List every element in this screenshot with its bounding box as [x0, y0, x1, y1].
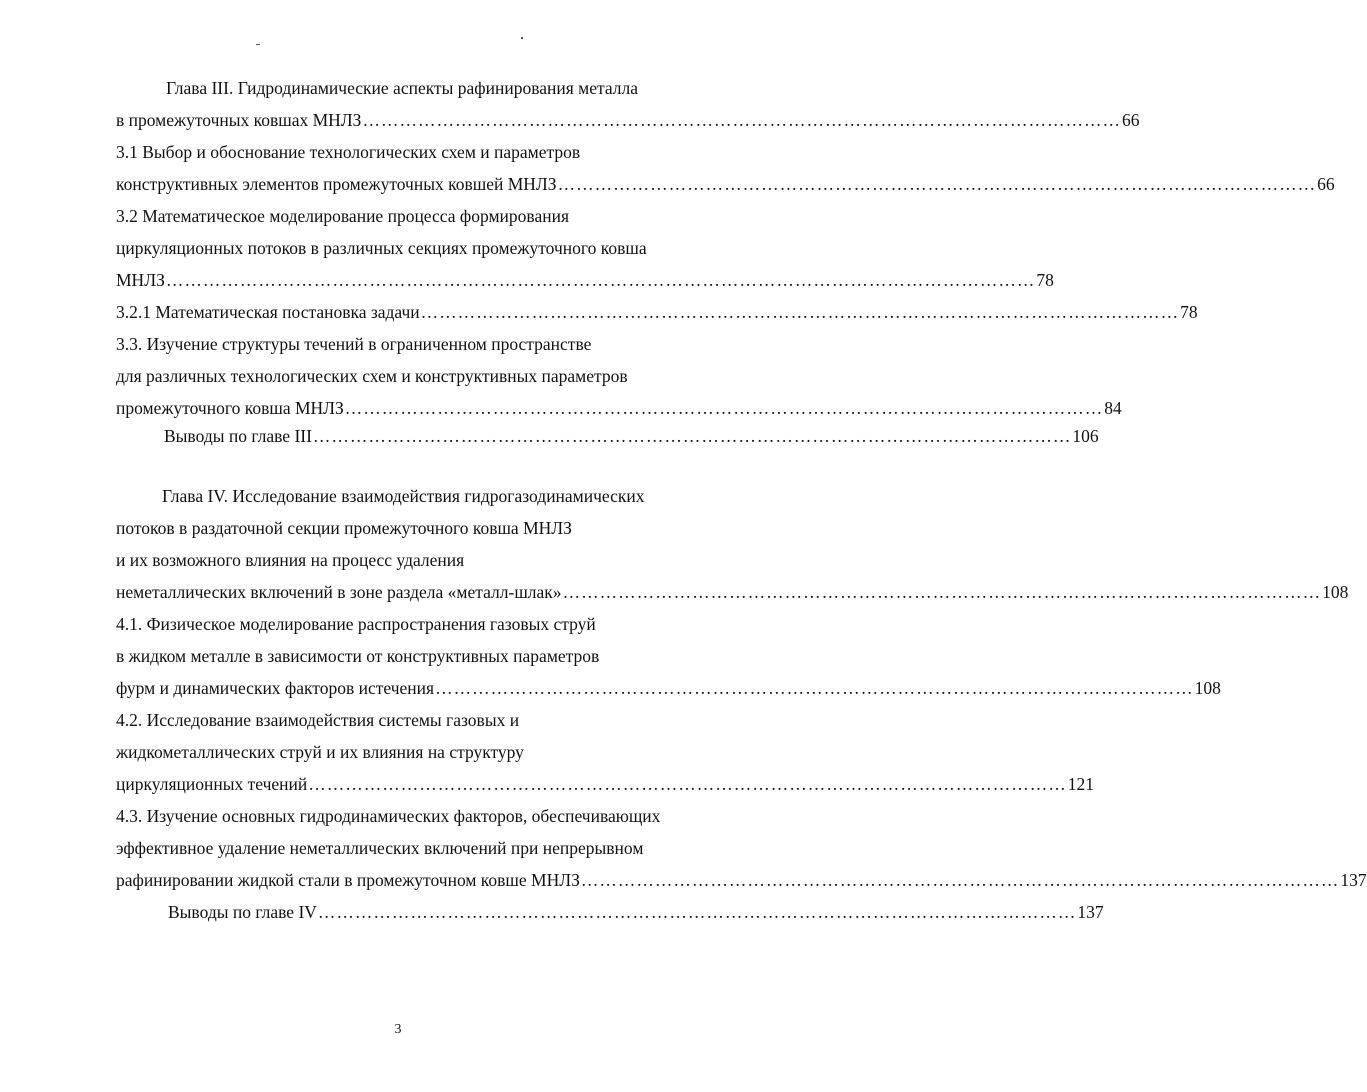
section-4-2-entry[interactable]: [116, 770, 1094, 798]
chapter3-heading-entry[interactable]: [116, 106, 1140, 134]
leader-dots: ……………………………………………………………………………………………………………: [562, 582, 1322, 602]
section-3-1-page: 66: [1317, 174, 1335, 194]
chapter4-heading-page: 108: [1322, 582, 1349, 602]
chapter4-conclusions-title: Выводы по главе IV: [168, 902, 317, 922]
section-4-3-page: 137: [1340, 870, 1367, 890]
section-3-2-line1: 3.2 Математическое моделирование процесса формирования: [116, 206, 569, 226]
leader-dots: ……………………………………………………………………………………………………………: [312, 426, 1072, 446]
section-3-2-1-page: 78: [1180, 302, 1198, 322]
chapter3-heading-line2: в промежуточных ковшах МНЛЗ: [116, 110, 362, 130]
section-3-3-entry[interactable]: [116, 394, 1122, 422]
section-3-2-line2: циркуляционных потоков в различных секциях промежуточного ковша: [116, 238, 647, 258]
leader-dots: ……………………………………………………………………………………………………………………………: [165, 270, 1036, 290]
section-4-2-line3: циркуляционных течений: [116, 774, 308, 794]
chapter3-conclusions-page: 106: [1072, 426, 1099, 446]
section-3-2-entry[interactable]: [116, 266, 1054, 294]
chapter4-conclusions-entry[interactable]: [168, 898, 1104, 926]
chapter3-heading-line1: Глава III. Гидродинамические аспекты рафинирования металла: [166, 78, 639, 98]
section-4-1-line2: в жидком металле в зависимости от конструктивных параметров: [116, 646, 600, 666]
section-4-1-line3: фурм и динамических факторов истечения: [116, 678, 435, 698]
leader-dots: ……………………………………………………………………………………………………………: [317, 902, 1077, 922]
chapter3-heading-page: 66: [1121, 110, 1140, 130]
section-3-3-line2: для различных технологических схем и конструктивных параметров: [116, 366, 628, 386]
section-4-1-line1: 4.1. Физическое моделирование распространения газовых струй: [116, 614, 596, 634]
section-3-3-line1: 3.3. Изучение структуры течений в ограниченном пространстве: [116, 334, 592, 354]
section-4-1-entry[interactable]: [116, 674, 1221, 702]
chapter4-heading-line4: неметаллических включений в зоне раздела «металл-шлак»: [116, 582, 562, 602]
leader-dots: ……………………………………………………………………………………………………………: [308, 774, 1067, 794]
section-3-2-1-entry[interactable]: [116, 298, 1198, 326]
chapter4-heading-line2: потоков в раздаточной секции промежуточного ковша МНЛЗ: [116, 518, 572, 538]
section-3-2-page: 78: [1036, 270, 1054, 290]
section-4-2-line1: 4.2. Исследование взаимодействия системы газовых и: [116, 710, 520, 730]
section-4-3-line3: рафинировании жидкой стали в промежуточном ковше МНЛЗ: [116, 870, 580, 890]
section-4-2-page: 121: [1067, 774, 1094, 794]
section-4-3-entry[interactable]: [116, 866, 1367, 894]
leader-dots: ……………………………………………………………………………………………………………: [344, 398, 1104, 418]
section-4-3-line2: эффективное удаление неметаллических включений при непрерывном: [116, 838, 644, 858]
chapter3-conclusions-title: Выводы по главе III: [164, 426, 312, 446]
leader-dots: ……………………………………………………………………………………………………………: [557, 174, 1317, 194]
leader-dots: ……………………………………………………………………………………………………………: [362, 110, 1121, 130]
leader-dots: ……………………………………………………………………………………………………………: [580, 870, 1340, 890]
chapter3-conclusions-entry[interactable]: [164, 422, 1099, 450]
scan-speck: [256, 44, 260, 45]
leader-dots: ……………………………………………………………………………………………………………: [420, 302, 1180, 322]
section-4-3-line1: 4.3. Изучение основных гидродинамических факторов, обеспечивающих: [116, 806, 661, 826]
section-3-1-entry[interactable]: [116, 170, 1335, 198]
section-3-1-line2: конструктивных элементов промежуточных ковшей МНЛЗ: [116, 174, 557, 194]
section-3-3-line3: промежуточного ковша МНЛЗ: [116, 398, 344, 418]
section-3-2-1-title: 3.2.1 Математическая постановка задачи: [116, 302, 420, 322]
page-number: 3: [394, 1022, 402, 1037]
section-3-2-line3: МНЛЗ: [116, 270, 165, 290]
scan-speck: [521, 37, 523, 39]
leader-dots: ……………………………………………………………………………………………………………: [435, 678, 1194, 698]
section-4-1-page: 108: [1194, 678, 1221, 698]
chapter4-heading-line3: и их возможного влияния на процесс удаления: [116, 550, 465, 570]
chapter4-conclusions-page: 137: [1077, 902, 1104, 922]
section-4-2-line2: жидкометаллических струй и их влияния на структуру: [116, 742, 524, 762]
section-3-1-line1: 3.1 Выбор и обоснование технологических схем и параметров: [116, 142, 581, 162]
chapter4-heading-entry[interactable]: [116, 578, 1349, 606]
section-3-3-page: 84: [1104, 398, 1122, 418]
chapter4-heading-line1: Глава IV. Исследование взаимодействия гидрогазодинамических: [162, 486, 645, 506]
